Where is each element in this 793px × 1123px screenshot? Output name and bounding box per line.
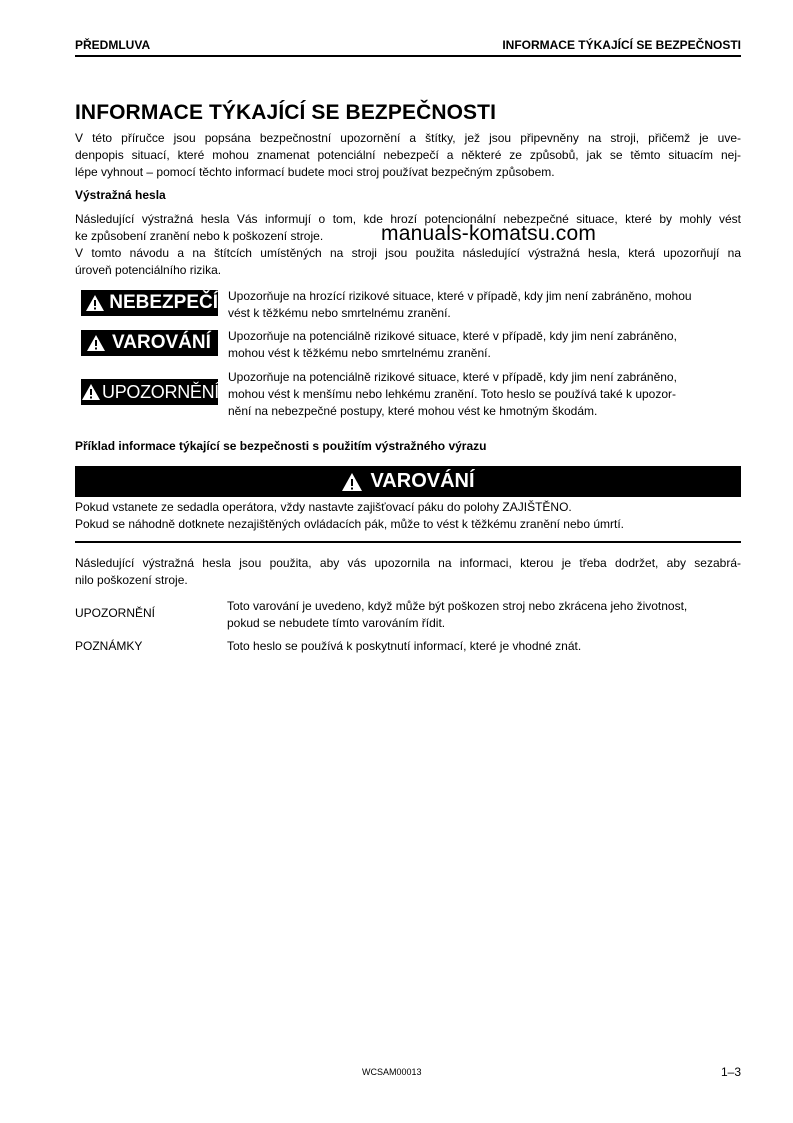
- intro-line: V této příručce jsou popsána bezpečnostní upozornění a štítky, jež jsou připevněny na stroji, přičemž je uve-: [75, 131, 741, 145]
- caution-badge: [81, 379, 218, 405]
- warning-triangle-icon: [341, 472, 363, 492]
- description-line: Upozorňuje na potenciálně rizikové situace, které v případě, kdy jim není zabráněno,: [228, 370, 677, 384]
- banner-label: VAROVÁNÍ: [370, 470, 475, 492]
- description-line: Upozorňuje na hrozící rizikové situace, které v případě, kdy jim není zabráněno, mohou: [228, 289, 692, 303]
- caution-description: [228, 369, 741, 420]
- badge-label: UPOZORNĚNÍ: [102, 381, 220, 402]
- signal-intro-line: ke způsobení zranění nebo k poškození stroje.: [75, 229, 324, 243]
- warning-description: [228, 328, 741, 362]
- signal-words-heading: Výstražná hesla: [75, 188, 166, 202]
- intro-line: denpopis situací, které mohou znamenat potenciální nebezpečí a některé ze způsobů, jak se těmto situacím nej-: [75, 148, 741, 162]
- intro-line: lépe vyhnout – pomocí těchto informací budete moci stroj používat bezpečným způsobem.: [75, 165, 555, 179]
- badge-label: NEBEZPEČÍ: [109, 292, 218, 313]
- warning-badge: [81, 330, 218, 356]
- example-heading: Příklad informace týkající se bezpečnosti s použitím výstražného výrazu: [75, 439, 487, 453]
- warning-triangle-icon: [81, 383, 101, 401]
- header-rule: [75, 55, 741, 57]
- signal-intro-line: Následující výstražná hesla Vás informují o tom, kde hrozí potencionální nebezpečné situace, které by mohly vést: [75, 212, 741, 226]
- signal-intro-line: V tomto návodu a na štítcích umístěných na stroji jsou použita následující výstražná hesla, která upozorňují na: [75, 246, 741, 260]
- example-warning-banner: [75, 466, 741, 497]
- other-intro-line: nilo poškození stroje.: [75, 573, 188, 587]
- term-caution: UPOZORNĚNÍ: [75, 606, 156, 620]
- intro-paragraph: [75, 130, 741, 181]
- example-line: Pokud se náhodně dotknete nezajištěných ovládacích pák, může to vést k těžkému zranění nebo úmrtí.: [75, 517, 624, 531]
- other-signals-intro: [75, 555, 741, 589]
- description-line: Upozorňuje na potenciálně rizikové situace, které v případě, kdy jim není zabráněno,: [228, 329, 677, 343]
- term-notes: POZNÁMKY: [75, 639, 143, 653]
- running-header: [75, 38, 741, 56]
- other-intro-line: Následující výstražná hesla jsou použita, aby vás upozornila na informaci, kterou je třeba dodržet, aby sezabrá-: [75, 556, 741, 570]
- term-description-line: Toto heslo se používá k poskytnutí informací, které je vhodné znát.: [227, 639, 582, 653]
- page-number: 1–3: [720, 1065, 741, 1079]
- page-title: INFORMACE TÝKAJÍCÍ SE BEZPEČNOSTI: [75, 101, 497, 124]
- warning-triangle-icon: [81, 334, 111, 352]
- warning-triangle-icon: [81, 294, 108, 312]
- description-line: mohou vést k těžkému nebo smrtelnému zranění.: [228, 346, 491, 360]
- header-section-left: PŘEDMLUVA: [75, 38, 151, 52]
- footer-document-code: WCSAM00013: [362, 1067, 422, 1077]
- example-bottom-rule: [75, 541, 741, 543]
- term-description-line: Toto varování je uvedeno, když může být poškozen stroj nebo zkrácena jeho životnost,: [227, 599, 688, 613]
- example-line: Pokud vstanete ze sedadla operátora, vždy nastavte zajišťovací páku do polohy ZAJIŠTĚNO.: [75, 500, 572, 514]
- signal-intro-line: úroveň potenciálního rizika.: [75, 263, 222, 277]
- description-line: nění na nebezpečné postupy, které mohou vést ke hmotným škodám.: [228, 404, 598, 418]
- term-description-line: pokud se nebudete tímto varováním řídit.: [227, 616, 446, 630]
- header-section-right: INFORMACE TÝKAJÍCÍ SE BEZPEČNOSTI: [502, 38, 741, 52]
- danger-description: [228, 288, 741, 322]
- term-caution-description: [227, 598, 741, 632]
- term-notes-description: [227, 638, 741, 655]
- watermark-text: manuals-komatsu.com: [381, 222, 597, 245]
- danger-badge: [81, 290, 218, 316]
- badge-label: VAROVÁNÍ: [112, 332, 211, 353]
- description-line: vést k těžkému nebo smrtelnému zranění.: [228, 306, 451, 320]
- description-line: mohou vést k menšímu nebo lehkému zranění. Toto heslo se používá také k upozor-: [228, 387, 677, 401]
